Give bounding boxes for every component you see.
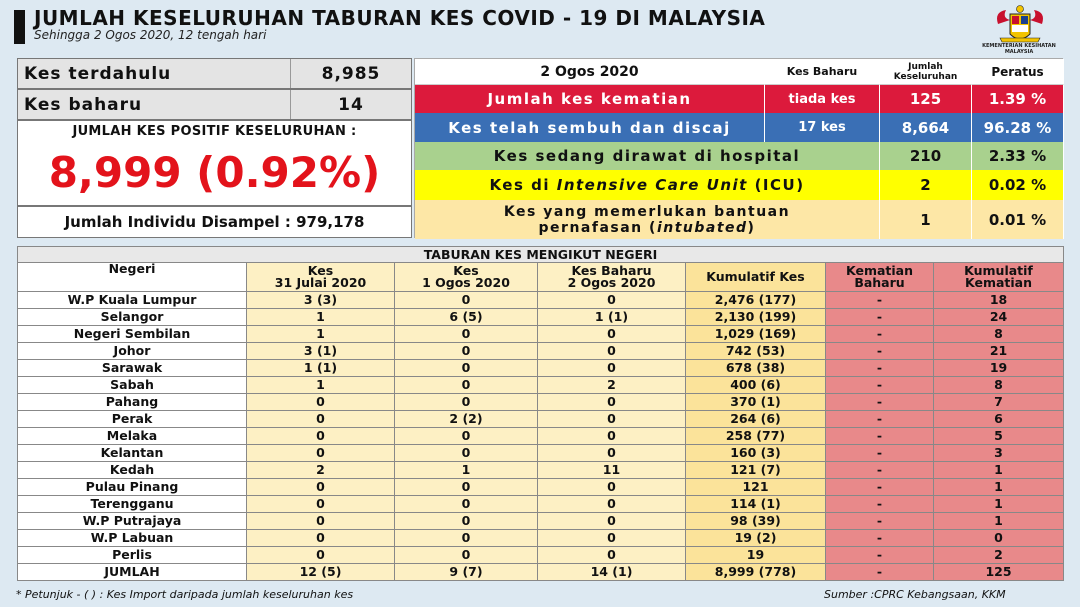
col-header-line1: Kematian — [846, 263, 913, 278]
col-header-line1: Kes — [307, 263, 334, 278]
icu-percent: 0.02 % — [972, 170, 1064, 200]
col-jumlah-keseluruhan: Jumlah Keseluruhan — [880, 59, 972, 85]
recovered-label: Kes telah sembuh dan discaj — [415, 113, 765, 142]
cell-kes-1-ogos: 6 (5) — [395, 309, 538, 326]
summary-date: 2 Ogos 2020 — [415, 59, 765, 85]
col-header-line1: Kes — [453, 263, 479, 278]
cell-kes-31-julai: 2 — [247, 462, 395, 479]
cell-negeri: JUMLAH — [18, 564, 247, 581]
cell-kumulatif-kes: 742 (53) — [686, 343, 826, 360]
cell-kematian-baharu: - — [826, 547, 934, 564]
cell-kes-1-ogos: 0 — [395, 360, 538, 377]
cell-kumulatif-kematian: 7 — [934, 394, 1064, 411]
cell-kumulatif-kes: 2,476 (177) — [686, 292, 826, 309]
cell-kumulatif-kes: 2,130 (199) — [686, 309, 826, 326]
cell-kes-31-julai: 0 — [247, 394, 395, 411]
cell-kes-31-julai: 0 — [247, 411, 395, 428]
cell-negeri: Pulau Pinang — [18, 479, 247, 496]
table-row — [18, 343, 1064, 360]
intubated-label-line2-post: ) — [747, 219, 756, 236]
cell-kes-1-ogos: 0 — [395, 513, 538, 530]
cell-kes-baharu-2-ogos: 1 (1) — [538, 309, 686, 326]
cell-kes-baharu-2-ogos: 0 — [538, 343, 686, 360]
hospital-label: Kes sedang dirawat di hospital — [415, 142, 880, 170]
table-row — [18, 411, 1064, 428]
col-header-line1: Kumulatif — [964, 263, 1033, 278]
col-header-kes-1-ogos — [395, 263, 538, 292]
cell-kes-31-julai: 0 — [247, 428, 395, 445]
cell-kematian-baharu: - — [826, 309, 934, 326]
icu-total: 2 — [880, 170, 972, 200]
positif-label: JUMLAH KES POSITIF KESELURUHAN : — [72, 124, 357, 139]
cell-kes-31-julai: 1 — [247, 326, 395, 343]
col-peratus: Peratus — [972, 59, 1064, 85]
recovered-new: 17 kes — [765, 113, 880, 142]
cell-kes-baharu-2-ogos: 0 — [538, 292, 686, 309]
intubated-total: 1 — [880, 200, 972, 239]
table-row — [18, 394, 1064, 411]
deaths-new: tiada kes — [765, 85, 880, 113]
disampel-box — [17, 206, 412, 238]
icu-label — [415, 170, 880, 200]
disampel-label: Jumlah Individu Disampel : 979,178 — [64, 213, 365, 231]
cell-kes-baharu-2-ogos: 0 — [538, 326, 686, 343]
cell-kumulatif-kematian: 19 — [934, 360, 1064, 377]
cell-kumulatif-kematian: 1 — [934, 513, 1064, 530]
table-row — [18, 292, 1064, 309]
cell-negeri: Johor — [18, 343, 247, 360]
cell-kematian-baharu: - — [826, 411, 934, 428]
cell-negeri: Selangor — [18, 309, 247, 326]
cell-kes-31-julai: 0 — [247, 547, 395, 564]
cell-kumulatif-kes: 114 (1) — [686, 496, 826, 513]
hospital-total: 210 — [880, 142, 972, 170]
col-header-line2: 31 Julai 2020 — [274, 275, 367, 290]
cell-kumulatif-kematian: 2 — [934, 547, 1064, 564]
cell-kes-1-ogos: 0 — [395, 377, 538, 394]
col-header-line2: Kematian — [965, 275, 1033, 290]
cell-kematian-baharu: - — [826, 428, 934, 445]
cell-kes-31-julai: 0 — [247, 445, 395, 462]
cell-kematian-baharu: - — [826, 377, 934, 394]
table-total-row — [18, 564, 1064, 581]
cell-kes-baharu-2-ogos: 0 — [538, 394, 686, 411]
table-row — [18, 309, 1064, 326]
cell-kematian-baharu: - — [826, 445, 934, 462]
cell-kumulatif-kes: 8,999 (778) — [686, 564, 826, 581]
cell-kes-1-ogos: 0 — [395, 530, 538, 547]
cell-negeri: Kedah — [18, 462, 247, 479]
cell-kes-1-ogos: 0 — [395, 343, 538, 360]
cell-kumulatif-kematian: 3 — [934, 445, 1064, 462]
cell-kes-31-julai: 0 — [247, 513, 395, 530]
table-row — [18, 360, 1064, 377]
cell-negeri: Perak — [18, 411, 247, 428]
state-table-header-row — [18, 263, 1064, 292]
col-header-line2: Baharu — [854, 275, 905, 290]
table-row — [18, 377, 1064, 394]
cell-kes-1-ogos: 0 — [395, 547, 538, 564]
cell-kematian-baharu: - — [826, 564, 934, 581]
positif-box — [17, 120, 412, 206]
col-header-line1: Negeri — [108, 262, 156, 276]
cell-kumulatif-kes: 370 (1) — [686, 394, 826, 411]
cell-kumulatif-kes: 400 (6) — [686, 377, 826, 394]
cell-kes-31-julai: 1 — [247, 309, 395, 326]
cell-negeri: W.P Kuala Lumpur — [18, 292, 247, 309]
col-header-line1: Kes Baharu — [571, 263, 652, 278]
kes-terdahulu-row — [17, 58, 412, 89]
cell-negeri: W.P Putrajaya — [18, 513, 247, 530]
icu-label-pre: Kes di — [489, 176, 557, 194]
cell-kematian-baharu: - — [826, 343, 934, 360]
deaths-label: Jumlah kes kematian — [415, 85, 765, 113]
cell-kes-baharu-2-ogos: 2 — [538, 377, 686, 394]
cell-kumulatif-kes: 19 (2) — [686, 530, 826, 547]
cell-kumulatif-kematian: 24 — [934, 309, 1064, 326]
cell-kumulatif-kematian: 125 — [934, 564, 1064, 581]
table-row — [18, 462, 1064, 479]
recovered-percent: 96.28 % — [972, 113, 1064, 142]
kes-baharu-row — [17, 89, 412, 120]
col-header-kematian-baharu — [826, 263, 934, 292]
cell-kumulatif-kematian: 5 — [934, 428, 1064, 445]
intubated-label-line1: Kes yang memerlukan bantuan — [503, 203, 791, 220]
col-header-kumulatif-kes — [686, 263, 826, 292]
cell-kumulatif-kematian: 6 — [934, 411, 1064, 428]
cell-kes-1-ogos: 0 — [395, 479, 538, 496]
intubated-label-line2-em: intubated — [656, 219, 748, 236]
cell-kes-31-julai: 1 (1) — [247, 360, 395, 377]
cell-kes-baharu-2-ogos: 11 — [538, 462, 686, 479]
cell-kumulatif-kes: 121 (7) — [686, 462, 826, 479]
col-header-line2: 2 Ogos 2020 — [567, 275, 656, 290]
intubated-label-line2 — [539, 220, 756, 236]
cell-kes-baharu-2-ogos: 0 — [538, 496, 686, 513]
cell-kes-1-ogos: 9 (7) — [395, 564, 538, 581]
kes-terdahulu-label: Kes terdahulu — [24, 63, 172, 84]
cell-kematian-baharu: - — [826, 530, 934, 547]
cell-kes-baharu-2-ogos: 14 (1) — [538, 564, 686, 581]
cell-kematian-baharu: - — [826, 479, 934, 496]
table-row — [18, 445, 1064, 462]
cell-kumulatif-kematian: 1 — [934, 496, 1064, 513]
cell-kematian-baharu: - — [826, 360, 934, 377]
cell-kes-baharu-2-ogos: 0 — [538, 428, 686, 445]
cell-kes-1-ogos: 2 (2) — [395, 411, 538, 428]
cell-kematian-baharu: - — [826, 496, 934, 513]
page-subtitle: Sehingga 2 Ogos 2020, 12 tengah hari — [34, 28, 267, 42]
cell-kes-baharu-2-ogos: 0 — [538, 513, 686, 530]
cell-kumulatif-kematian: 18 — [934, 292, 1064, 309]
icu-label-post: (ICU) — [747, 176, 805, 194]
page-title: JUMLAH KESELURUHAN TABURAN KES COVID - 19 DI MALAYSIA — [34, 6, 766, 30]
col-header-kumulatif-kematian — [934, 263, 1064, 292]
cell-kematian-baharu: - — [826, 513, 934, 530]
cell-kes-1-ogos: 0 — [395, 496, 538, 513]
cell-negeri: Pahang — [18, 394, 247, 411]
cell-negeri: Perlis — [18, 547, 247, 564]
state-table-body — [18, 292, 1064, 581]
cell-kes-31-julai: 0 — [247, 496, 395, 513]
table-row — [18, 428, 1064, 445]
cell-kes-31-julai: 0 — [247, 530, 395, 547]
ministry-name: KEMENTERIAN KESIHATAN MALAYSIA — [982, 43, 1056, 55]
source-note: Sumber :CPRC Kebangsaan, KKM — [824, 588, 1006, 601]
hospital-percent: 2.33 % — [972, 142, 1064, 170]
cell-negeri: Melaka — [18, 428, 247, 445]
cell-negeri: Kelantan — [18, 445, 247, 462]
cell-negeri: Sabah — [18, 377, 247, 394]
cell-kes-1-ogos: 0 — [395, 292, 538, 309]
footnote: * Petunjuk - ( ) : Kes Import daripada jumlah keseluruhan kes — [16, 588, 354, 601]
cell-kes-31-julai: 1 — [247, 377, 395, 394]
cell-kumulatif-kematian: 8 — [934, 326, 1064, 343]
cell-kumulatif-kematian: 0 — [934, 530, 1064, 547]
cell-kematian-baharu: - — [826, 326, 934, 343]
cell-negeri: Terengganu — [18, 496, 247, 513]
table-row — [18, 513, 1064, 530]
cell-kumulatif-kes: 1,029 (169) — [686, 326, 826, 343]
col-header-kes-baharu-2-ogos — [538, 263, 686, 292]
cell-kumulatif-kes: 678 (38) — [686, 360, 826, 377]
deaths-percent: 1.39 % — [972, 85, 1064, 113]
table-row — [18, 547, 1064, 564]
cell-negeri: Sarawak — [18, 360, 247, 377]
cell-kes-baharu-2-ogos: 0 — [538, 360, 686, 377]
positif-value: 8,999 (0.92%) — [48, 147, 381, 197]
cell-kes-31-julai: 3 (3) — [247, 292, 395, 309]
kes-baharu-value: 14 — [338, 94, 364, 115]
table-row — [18, 479, 1064, 496]
state-distribution-table — [17, 246, 1064, 581]
table-row — [18, 326, 1064, 343]
recovered-total: 8,664 — [880, 113, 972, 142]
cell-kes-baharu-2-ogos: 0 — [538, 411, 686, 428]
cell-kes-baharu-2-ogos: 0 — [538, 530, 686, 547]
cell-kumulatif-kes: 258 (77) — [686, 428, 826, 445]
cell-kes-baharu-2-ogos: 0 — [538, 479, 686, 496]
col-header-line1: Kumulatif Kes — [706, 269, 805, 284]
cell-kematian-baharu: - — [826, 462, 934, 479]
icu-label-em: Intensive Care Unit — [556, 176, 748, 194]
cell-kumulatif-kes: 19 — [686, 547, 826, 564]
col-kes-baharu: Kes Baharu — [765, 59, 880, 85]
cell-kumulatif-kes: 98 (39) — [686, 513, 826, 530]
intubated-label-line2-pre: pernafasan ( — [538, 219, 657, 236]
cell-negeri: W.P Labuan — [18, 530, 247, 547]
cell-kes-baharu-2-ogos: 0 — [538, 445, 686, 462]
status-summary-table — [414, 58, 1063, 238]
cell-kumulatif-kematian: 1 — [934, 479, 1064, 496]
table-row — [18, 530, 1064, 547]
intubated-percent: 0.01 % — [972, 200, 1064, 239]
cell-kematian-baharu: - — [826, 394, 934, 411]
cell-kumulatif-kes: 160 (3) — [686, 445, 826, 462]
cell-kes-1-ogos: 1 — [395, 462, 538, 479]
cell-kes-1-ogos: 0 — [395, 445, 538, 462]
deaths-total: 125 — [880, 85, 972, 113]
cell-kes-1-ogos: 0 — [395, 428, 538, 445]
cell-kes-1-ogos: 0 — [395, 394, 538, 411]
cell-kumulatif-kematian: 8 — [934, 377, 1064, 394]
kes-baharu-label: Kes baharu — [24, 94, 143, 115]
col-header-kes-31-julai — [247, 263, 395, 292]
cell-kumulatif-kematian: 21 — [934, 343, 1064, 360]
cell-kematian-baharu: - — [826, 292, 934, 309]
cell-kes-31-julai: 0 — [247, 479, 395, 496]
kes-terdahulu-value: 8,985 — [321, 63, 381, 84]
intubated-label — [415, 200, 880, 239]
col-header-negeri — [18, 263, 247, 292]
table-row — [18, 496, 1064, 513]
cell-kumulatif-kes: 121 — [686, 479, 826, 496]
cell-kumulatif-kematian: 1 — [934, 462, 1064, 479]
col-header-line2: 1 Ogos 2020 — [422, 275, 510, 290]
cell-negeri: Negeri Sembilan — [18, 326, 247, 343]
cell-kes-31-julai: 12 (5) — [247, 564, 395, 581]
cell-kes-1-ogos: 0 — [395, 326, 538, 343]
cell-kes-31-julai: 3 (1) — [247, 343, 395, 360]
state-table-title: TABURAN KES MENGIKUT NEGERI — [18, 247, 1064, 263]
cell-kes-baharu-2-ogos: 0 — [538, 547, 686, 564]
cell-kumulatif-kes: 264 (6) — [686, 411, 826, 428]
title-accent-bar — [14, 10, 25, 44]
